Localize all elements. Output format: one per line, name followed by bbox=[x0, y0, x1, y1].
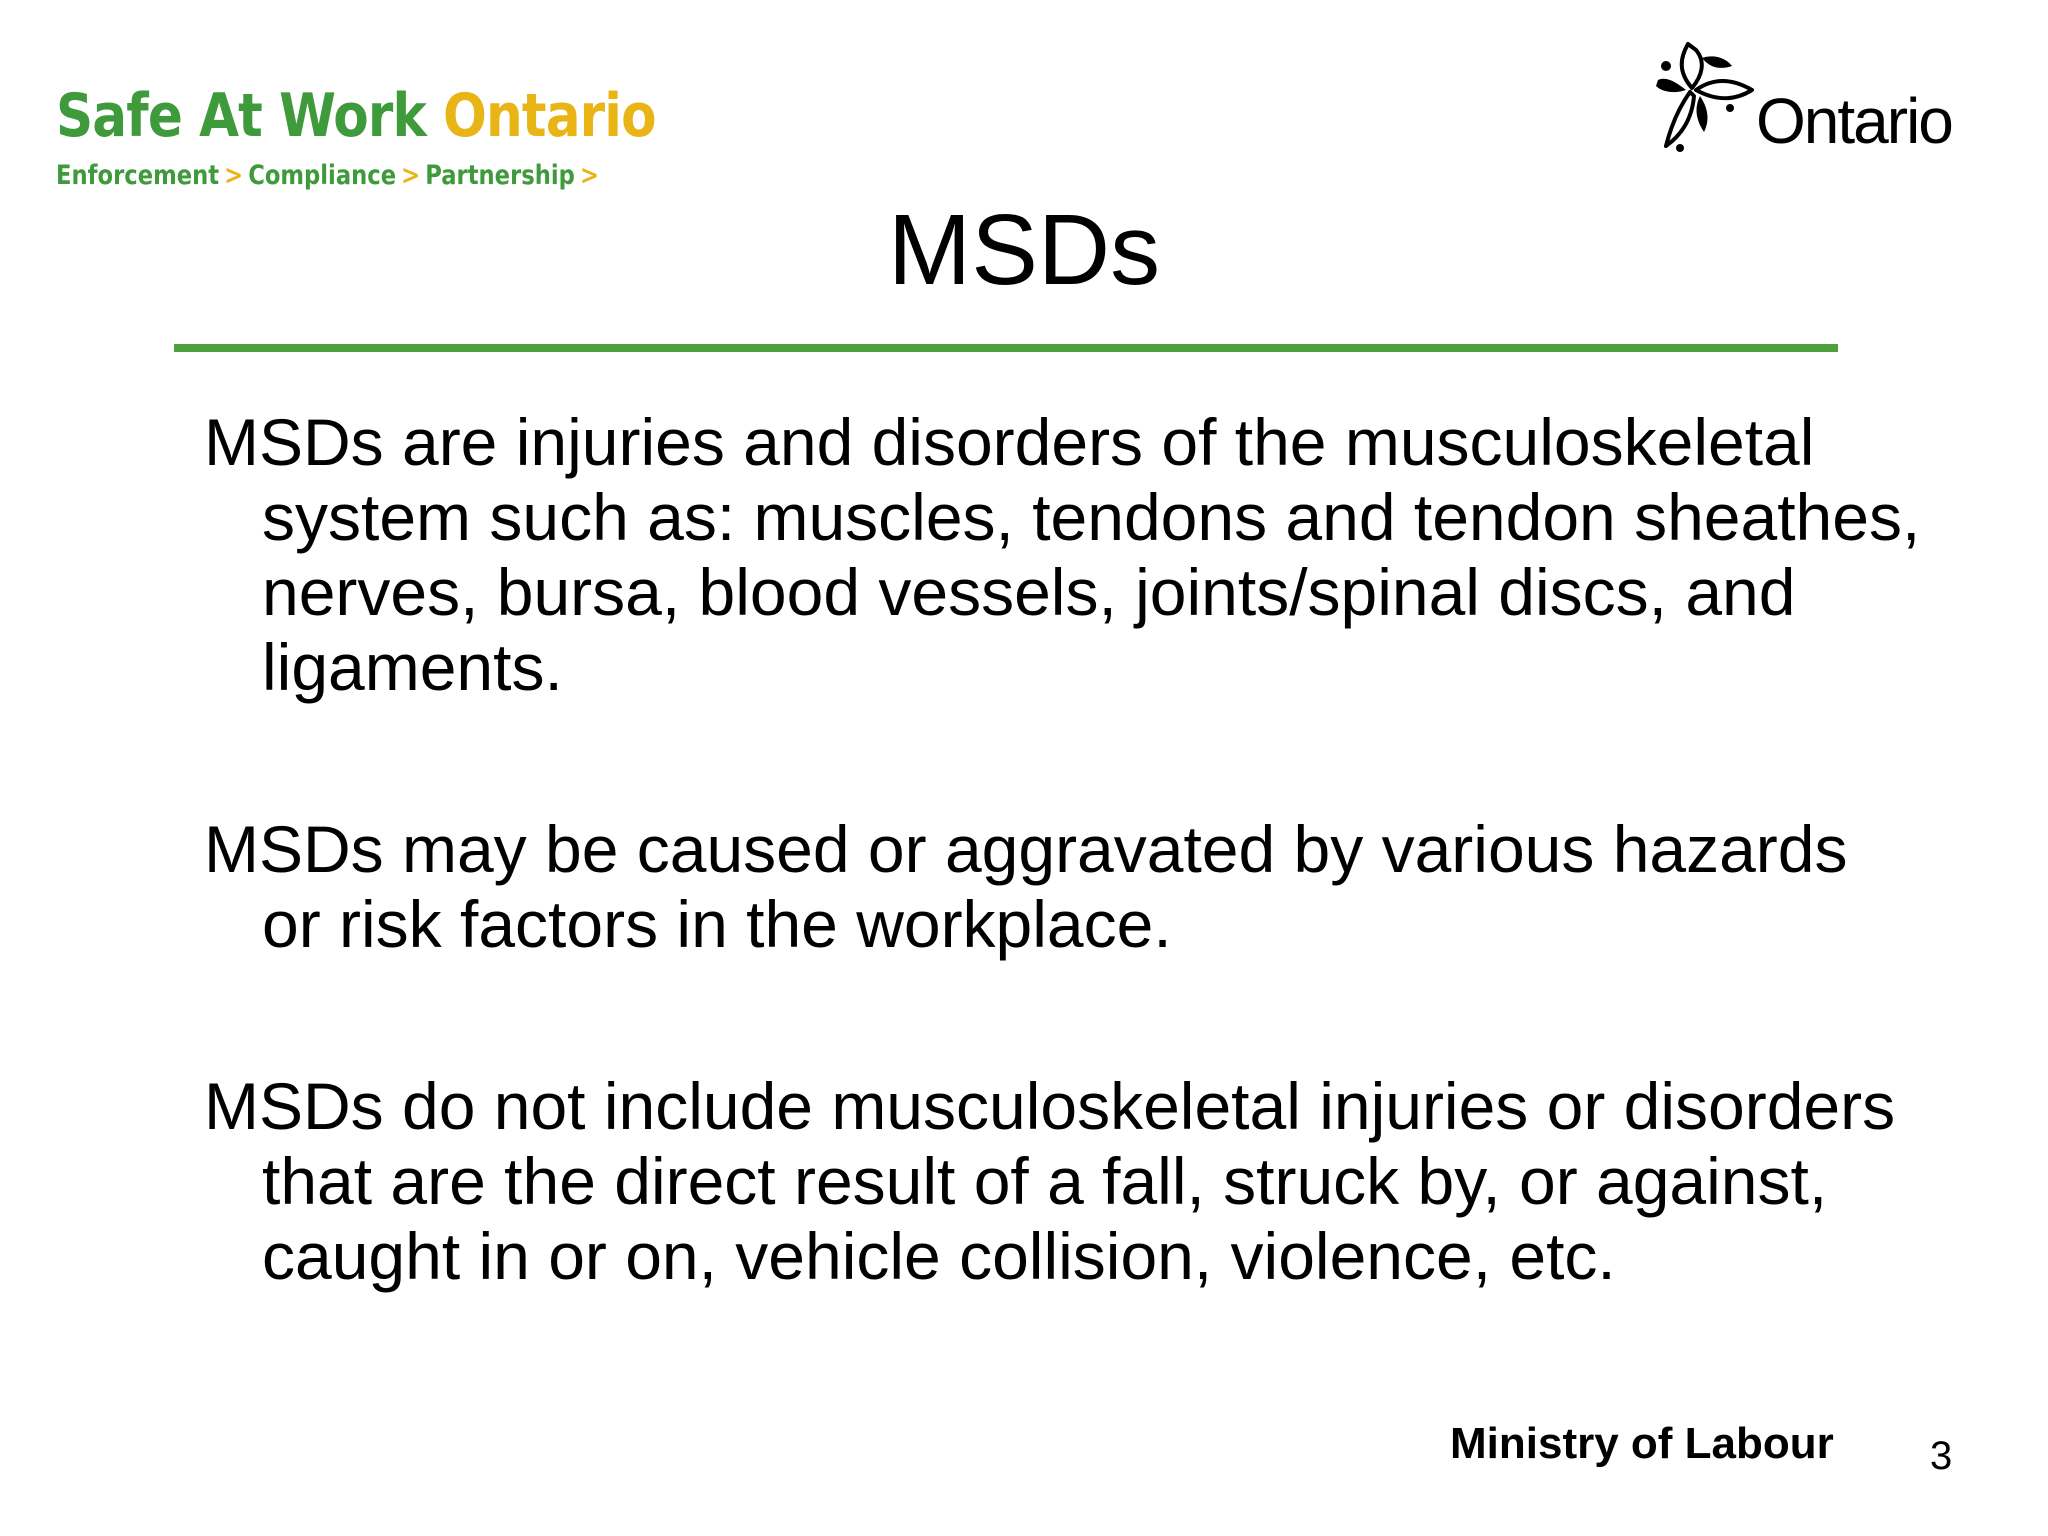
chevron-right-icon: > bbox=[579, 160, 599, 191]
page-number: 3 bbox=[1930, 1434, 1953, 1478]
safe-at-work-ontario-logo bbox=[56, 80, 706, 194]
tagline-compliance: Compliance bbox=[248, 160, 397, 191]
trillium-icon bbox=[1640, 36, 1760, 154]
chevron-right-icon: > bbox=[224, 160, 244, 191]
slide-body bbox=[204, 405, 1924, 1294]
logo-title-safe-at-work: Safe At Work bbox=[56, 81, 444, 151]
logo-tagline bbox=[56, 158, 602, 194]
logo-title bbox=[56, 80, 656, 152]
ontario-government-logo bbox=[1640, 36, 1980, 156]
footer-ministry: Ministry of Labour bbox=[1450, 1419, 1834, 1468]
tagline-enforcement: Enforcement bbox=[56, 160, 220, 191]
logo-title-ontario: Ontario bbox=[443, 81, 656, 151]
chevron-right-icon: > bbox=[401, 160, 421, 191]
paragraph-definition: MSDs are injuries and disorders of the musculoskeletal system such as: muscles, tendons and tendon sheathes, nerves, bursa, blood vessels, joints/spinal discs, and ligaments. bbox=[204, 405, 1921, 704]
slide-title: MSDs bbox=[887, 194, 1161, 306]
tagline-partnership: Partnership bbox=[425, 160, 575, 191]
paragraph-exclusions: MSDs do not include musculoskeletal injuries or disorders that are the direct result of a fall, struck by, or against, caught in or on, vehicle collision, violence, etc. bbox=[204, 1069, 1896, 1293]
paragraph-causes: MSDs may be caused or aggravated by various hazards or risk factors in the workplace. bbox=[204, 812, 1848, 961]
title-divider bbox=[174, 344, 1838, 352]
ontario-wordmark: Ontario bbox=[1756, 85, 1952, 157]
